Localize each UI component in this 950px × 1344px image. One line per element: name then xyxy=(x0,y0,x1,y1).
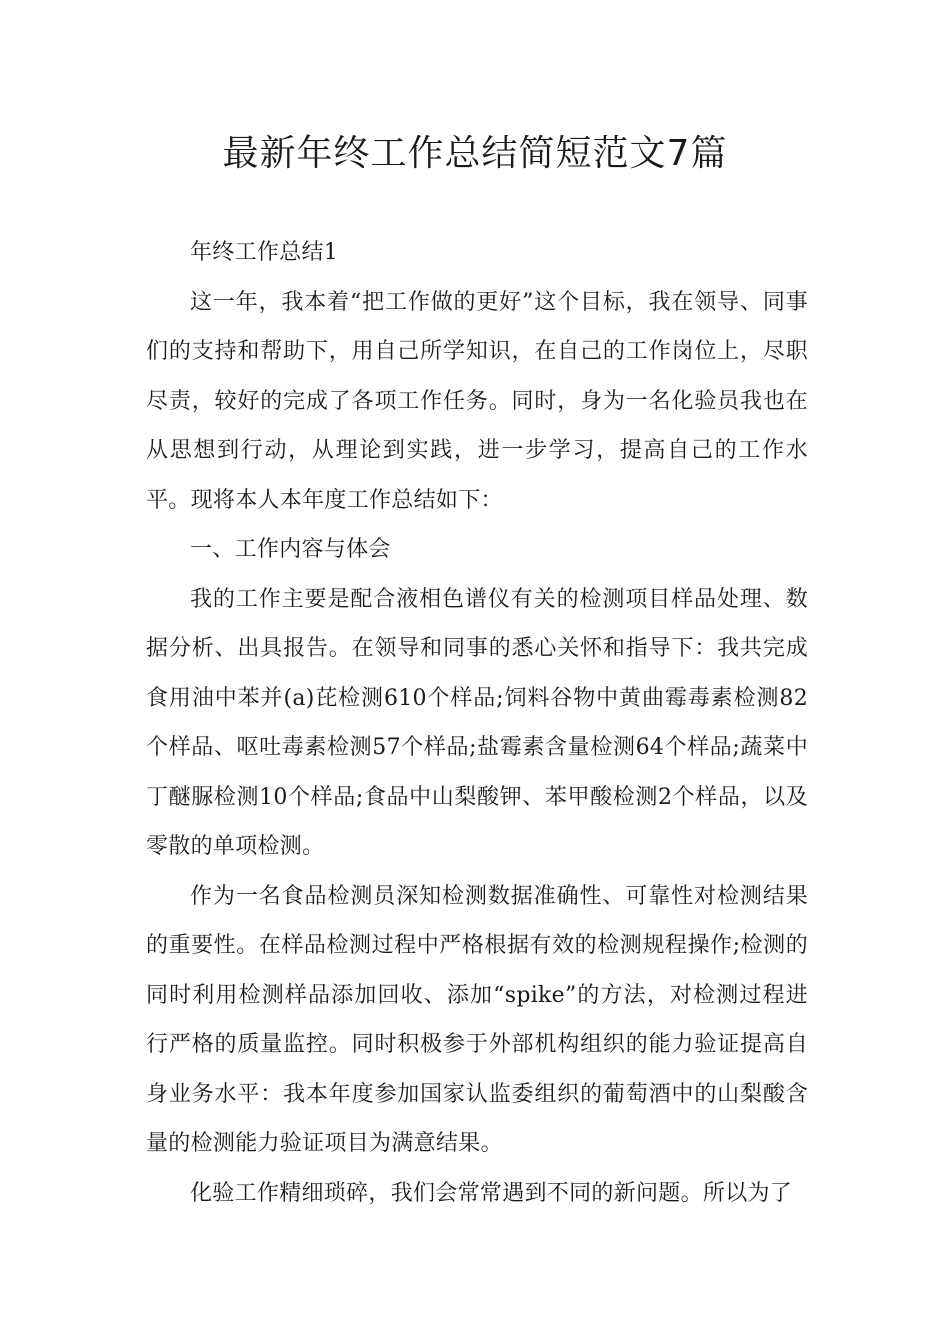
intro-paragraph: 这一年，我本着“把工作做的更好”这个目标，我在领导、同事们的支持和帮助下，用自己所学知识，在自己的工作岗位上，尽职尽责，较好的完成了各项工作任务。同时，身为一名化验员我也在从思想到行动，从理论到实践，进一步学习，提高自己的工作水平。现将本人本年度工作总结如下： xyxy=(146,289,808,513)
quality-paragraph: 作为一名食品检测员深知检测数据准确性、可靠性对检测结果的重要性。在样品检测过程中严格根据有效的检测规程操作;检测的同时利用检测样品添加回收、添加“spike”的方法，对检测过程进行严格的质量监控。同时积极参于外部机构组织的能力验证提高自身业务水平：我本年度参加国家认监委组织的葡萄酒中的山梨酸含量的检测能力验证项目为满意结果。 xyxy=(146,883,808,1156)
section-heading-work-content: 一、工作内容与体会 xyxy=(190,537,391,562)
section-heading-summary-1: 年终工作总结1 xyxy=(190,240,339,265)
document-body xyxy=(146,228,808,1218)
document-title: 最新年终工作总结简短范文7篇 xyxy=(222,133,728,174)
closing-paragraph: 化验工作精细琐碎，我们会常常遇到不同的新问题。所以为了 xyxy=(190,1180,793,1206)
work-detail-paragraph: 我的工作主要是配合液相色谱仪有关的检测项目样品处理、数据分析、出具报告。在领导和同事的悉心关怀和指导下：我共完成食用油中苯并(a)芘检测610个样品;饲料谷物中黄曲霉毒素检测82个样品、呕吐毒素检测57个样品;盐霉素含量检测64个样品;蔬菜中丁醚脲检测10个样品;食品中山梨酸钾、苯甲酸检测2个样品，以及零散的单项检测。 xyxy=(146,586,808,859)
